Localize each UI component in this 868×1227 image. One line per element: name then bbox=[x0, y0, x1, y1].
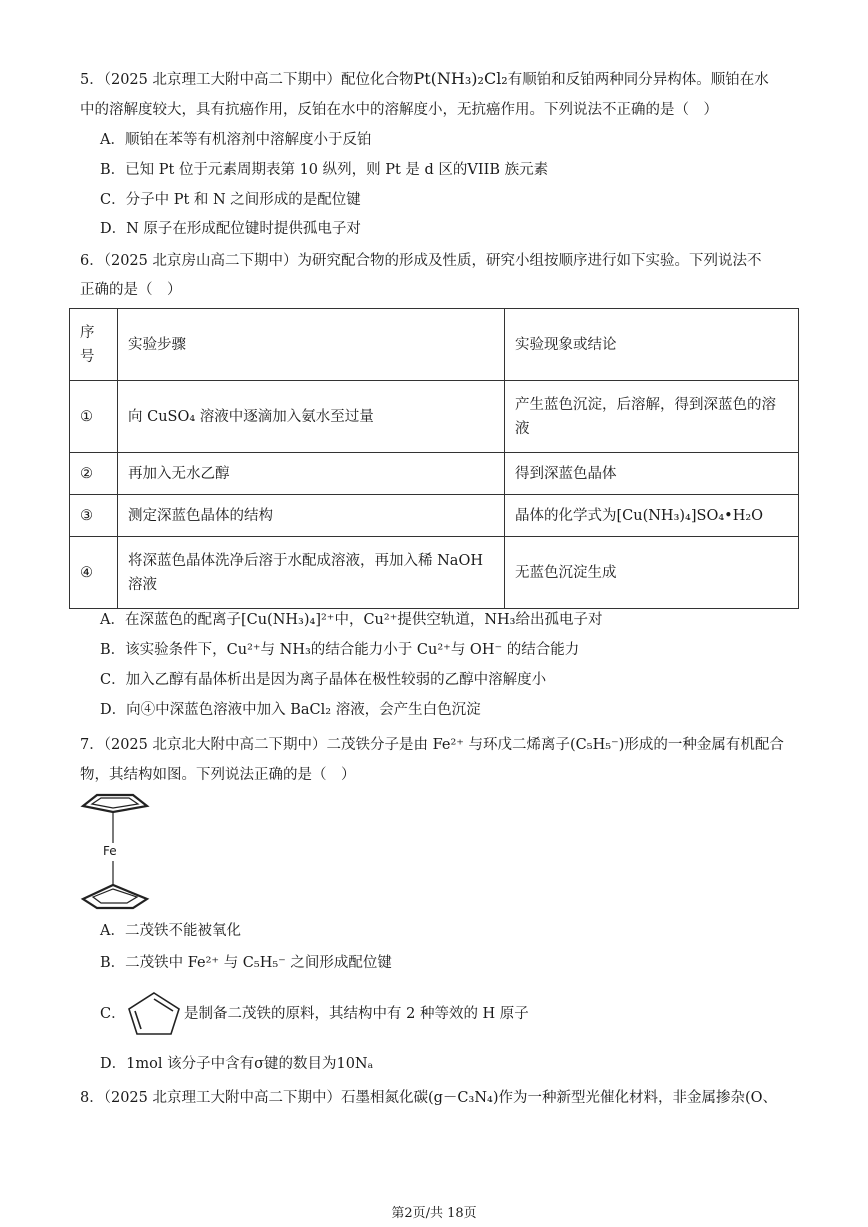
q7-option-a: A．二茂铁不能被氧化 bbox=[100, 923, 241, 939]
q6-option-a: A．在深蓝色的配离子[Cu(NH₃)₄]²⁺中，Cu²⁺提供空轨道，NH₃给出孤电子对 bbox=[100, 612, 603, 628]
q5-option-d: D．N 原子在形成配位键时提供孤电子对 bbox=[100, 221, 361, 237]
table-header-cell: 序号 bbox=[70, 309, 118, 381]
q5-option-c: C．分子中 Pt 和 N 之间形成的是配位键 bbox=[100, 192, 361, 208]
q6-stem-line1: 6．（2025 北京房山高二下期中）为研究配合物的形成及性质，研究小组按顺序进行如下实验。下列说法不 bbox=[80, 253, 762, 269]
table-row bbox=[70, 537, 799, 609]
ferrocene-structure-image bbox=[75, 793, 165, 913]
table-cell: 再加入无水乙醇 bbox=[118, 453, 505, 495]
table-cell: 向 CuSO₄ 溶液中逐滴加入氨水至过量 bbox=[118, 381, 505, 453]
table-cell: ② bbox=[70, 453, 118, 495]
table-cell: ③ bbox=[70, 495, 118, 537]
table-header-cell: 实验步骤 bbox=[118, 309, 505, 381]
table-cell: 产生蓝色沉淀，后溶解，得到深蓝色的溶液 bbox=[505, 381, 799, 453]
q7-option-b: B．二茂铁中 Fe²⁺ 与 C₅H₅⁻ 之间形成配位键 bbox=[100, 955, 392, 971]
q7-option-c-prefix: C． bbox=[100, 1006, 126, 1022]
table-row bbox=[70, 495, 799, 537]
table-cell: 测定深蓝色晶体的结构 bbox=[118, 495, 505, 537]
table-row bbox=[70, 453, 799, 495]
fe-label: Fe bbox=[103, 844, 117, 858]
table-row bbox=[70, 381, 799, 453]
q5-formula: Pt(NH₃)₂Cl₂ bbox=[413, 69, 508, 88]
q6-option-d: D．向④中深蓝色溶液中加入 BaCl₂ 溶液，会产生白色沉淀 bbox=[100, 702, 481, 718]
table-cell: ④ bbox=[70, 537, 118, 609]
q7-option-d: D．1mol 该分子中含有σ键的数目为10Nₐ bbox=[100, 1056, 374, 1072]
q6-option-c: C．加入乙醇有晶体析出是因为离子晶体在极性较弱的乙醇中溶解度小 bbox=[100, 672, 547, 688]
q7-option-c: 是制备二茂铁的原料，其结构中有 2 种等效的 H 原子 bbox=[184, 1006, 529, 1022]
q5-option-a: A．顺铂在苯等有机溶剂中溶解度小于反铂 bbox=[100, 132, 372, 148]
q7-stem-line2: 物，其结构如图。下列说法正确的是（ ） bbox=[80, 767, 356, 783]
q5-option-b: B．已知 Pt 位于元素周期表第 10 纵列，则 Pt 是 d 区的VIIB 族元素 bbox=[100, 162, 549, 178]
q7-stem-line1: 7．（2025 北京北大附中高二下期中）二茂铁分子是由 Fe²⁺ 与环戊二烯离子(C₅H₅⁻)形成的一种金属有机配合 bbox=[80, 737, 784, 753]
q5-stem-line2: 中的溶解度较大，具有抗癌作用，反铂在水中的溶解度小，无抗癌作用。下列说法不正确的是（ ） bbox=[80, 102, 718, 118]
cyclopentadiene-structure-image bbox=[124, 990, 184, 1038]
table-cell: 得到深蓝色晶体 bbox=[505, 453, 799, 495]
table-header-cell: 实验现象或结论 bbox=[505, 309, 799, 381]
q6-experiment-table bbox=[69, 308, 799, 609]
q6-stem-line2: 正确的是（ ） bbox=[80, 282, 182, 298]
q6-option-b: B．该实验条件下，Cu²⁺与 NH₃的结合能力小于 Cu²⁺与 OH⁻ 的结合能力 bbox=[100, 642, 580, 658]
table-cell: ① bbox=[70, 381, 118, 453]
page-footer: 第2页/共 18页 bbox=[391, 1206, 477, 1221]
table-cell: 将深蓝色晶体洗净后溶于水配成溶液，再加入稀 NaOH 溶液 bbox=[118, 537, 505, 609]
table-header-row bbox=[70, 309, 799, 381]
q5-stem-line1: 5．（2025 北京理工大附中高二下期中）配位化合物Pt(NH₃)₂Cl₂有顺铂和反铂两种同分异构体。顺铂在水 bbox=[80, 69, 769, 88]
table-cell: 无蓝色沉淀生成 bbox=[505, 537, 799, 609]
q8-stem-line1: 8．（2025 北京理工大附中高二下期中）石墨相氮化碳(g－C₃N₄)作为一种新型光催化材料，非金属掺杂(O、 bbox=[80, 1090, 778, 1106]
table-cell: 晶体的化学式为[Cu(NH₃)₄]SO₄•H₂O bbox=[505, 495, 799, 537]
